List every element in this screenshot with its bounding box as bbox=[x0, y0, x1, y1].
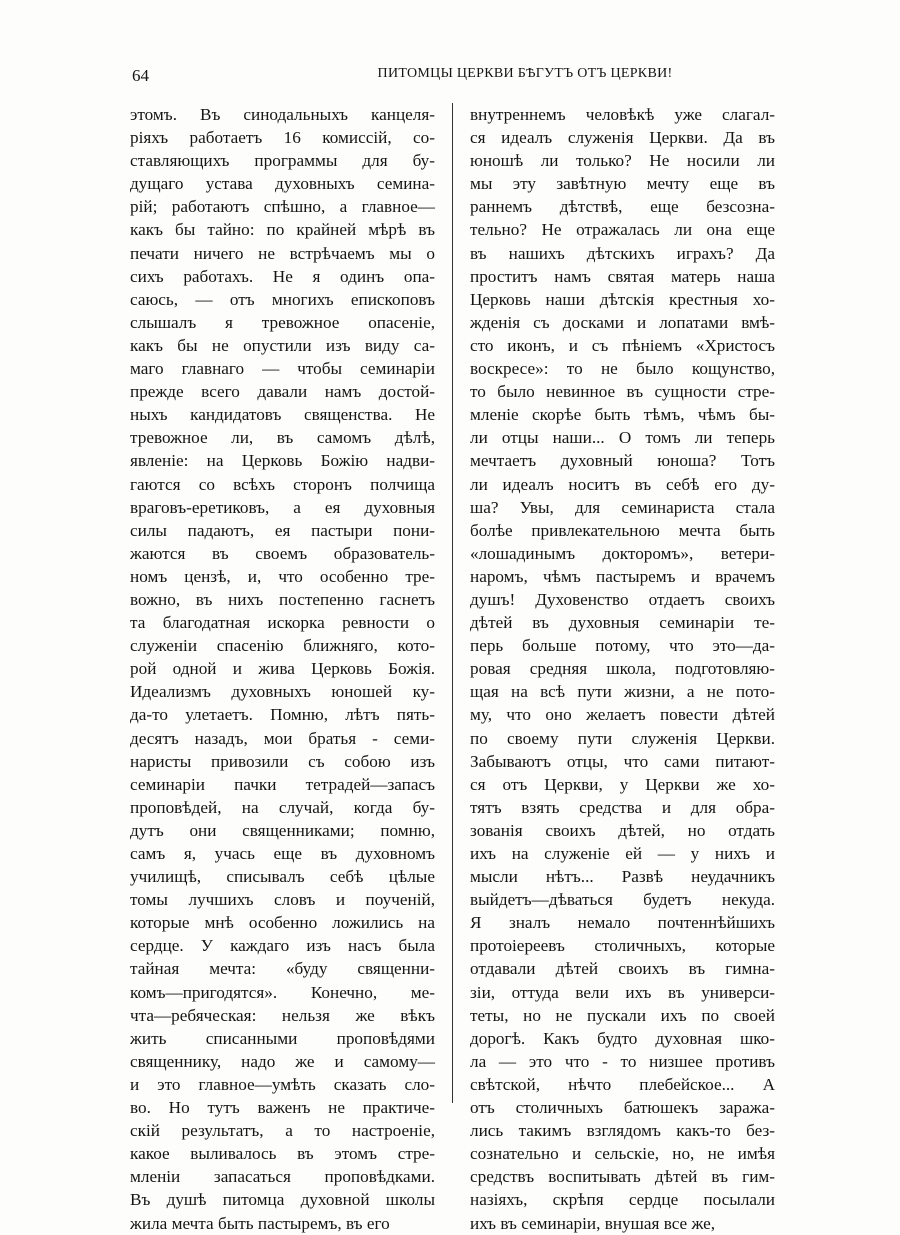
text-line: священнику, надо же и самому— bbox=[130, 1051, 435, 1071]
text-line: перь больше потому, что это—да- bbox=[470, 636, 775, 656]
text-line: ся идеалъ служенія Церкви. Да въ bbox=[470, 128, 775, 148]
text-line: отъ столичныхъ батюшекъ заража- bbox=[470, 1098, 775, 1118]
text-line: номъ цензѣ, и, что особенно тре- bbox=[130, 566, 435, 586]
text-line: выйдетъ—дѣваться будетъ некуда. bbox=[470, 890, 775, 910]
text-line: слышалъ я тревожное опасеніе, bbox=[130, 312, 435, 332]
text-line: тревожное ли, въ самомъ дѣлѣ, bbox=[130, 428, 435, 448]
text-line: явленіе: на Церковь Божію надви- bbox=[130, 451, 435, 471]
text-line: ихъ въ семинаріи, внушая все же, bbox=[470, 1213, 716, 1233]
text-line: скій результатъ, а то настроеніе, bbox=[130, 1121, 435, 1141]
text-line: тайная мечта: «буду священни- bbox=[130, 959, 435, 979]
text-line: наромъ, чѣмъ пастыремъ и врачемъ bbox=[470, 566, 775, 586]
text-line: зіи, оттуда вели ихъ въ универси- bbox=[470, 982, 775, 1002]
text-line: служеніи спасенію ближняго, кото- bbox=[130, 636, 435, 656]
text-line: и это главное—умѣть сказать сло- bbox=[130, 1074, 435, 1094]
text-line: средствъ воспитывать дѣтей въ гим- bbox=[470, 1167, 775, 1187]
text-line: отдавали дѣтей своихъ въ гимна- bbox=[470, 959, 775, 979]
text-line: щая на всѣ пути жизни, а не пото- bbox=[470, 682, 775, 702]
text-line: томы лучшихъ словъ и поученій, bbox=[130, 890, 435, 910]
text-line: Забываютъ отцы, что сами питают- bbox=[470, 751, 775, 771]
text-line: ся отъ Церкви, у Церкви же хо- bbox=[470, 774, 775, 794]
text-line: юношѣ ли только? Не носили ли bbox=[470, 151, 775, 171]
right-column bbox=[470, 103, 775, 1235]
text-line: жить списанными проповѣдями bbox=[130, 1028, 435, 1048]
text-line: мленіи запасаться проповѣдками. bbox=[130, 1167, 435, 1187]
text-line: рій; работаютъ спѣшно, а главное— bbox=[130, 197, 435, 217]
text-line: сто иконъ, и съ пѣніемъ «Христосъ bbox=[470, 335, 775, 355]
text-line: внутреннемъ человѣкѣ уже слагал- bbox=[470, 105, 775, 124]
text-line: жила мечта быть пастыремъ, въ его bbox=[130, 1213, 390, 1233]
text-line: какъ бы не опустили изъ виду са- bbox=[130, 335, 435, 355]
text-line: комъ—пригодятся». Конечно, ме- bbox=[130, 982, 435, 1002]
text-line: училищѣ, списывалъ себѣ цѣлые bbox=[130, 867, 435, 887]
text-line: протоіереевъ столичныхъ, которые bbox=[470, 936, 775, 956]
text-line: ша? Увы, для семинариста стала bbox=[470, 497, 775, 517]
text-line: раннемъ дѣтствѣ, еще безсозна- bbox=[470, 197, 775, 217]
text-line: какъ бы тайно: по крайней мѣрѣ въ bbox=[130, 220, 435, 240]
text-line: назіяхъ, скрѣпя сердце посылали bbox=[470, 1190, 775, 1210]
left-column bbox=[130, 103, 435, 1235]
text-line: печати ничего не встрѣчаемъ мы о bbox=[130, 243, 435, 263]
text-line: какое выливалось въ этомъ стре- bbox=[130, 1144, 435, 1164]
text-line: сердце. У каждаго изъ насъ была bbox=[130, 936, 435, 956]
text-line: сихъ работахъ. Не я одинъ опа- bbox=[130, 266, 435, 286]
text-line: жаются въ своемъ образователь- bbox=[130, 543, 435, 563]
text-line: тельно? Не отражалась ли она еще bbox=[470, 220, 775, 240]
text-line: Церковь наши дѣтскія крестныя хо- bbox=[470, 289, 775, 309]
text-line: дорогѣ. Какъ будто духовная шко- bbox=[470, 1028, 775, 1048]
text-line: свѣтской, нѣчто плебейское... А bbox=[470, 1074, 775, 1094]
text-line: семинаріи пачки тетрадей—запасъ bbox=[130, 774, 435, 794]
text-line: лись такимъ взглядомъ какъ-то без- bbox=[470, 1121, 775, 1141]
text-line: му, что оно желаетъ повести дѣтей bbox=[470, 705, 775, 725]
column-divider bbox=[452, 103, 453, 1103]
page-header bbox=[130, 66, 770, 88]
text-line: проститъ намъ святая матерь наша bbox=[470, 266, 775, 286]
text-line: Идеализмъ духовныхъ юношей ку- bbox=[130, 682, 435, 702]
text-line: наристы привозили съ собою изъ bbox=[130, 751, 435, 771]
text-line: ли идеалъ носитъ въ себѣ его ду- bbox=[470, 474, 775, 494]
text-line: прежде всего давали намъ достой- bbox=[130, 382, 435, 402]
text-line: дѣтей въ духовныя семинаріи те- bbox=[470, 613, 775, 633]
text-line: которые мнѣ особенно ложились на bbox=[130, 913, 435, 933]
text-line: вожно, въ нихъ постепенно гаснетъ bbox=[130, 589, 435, 609]
text-line: мысли нѣтъ... Развѣ неудачникъ bbox=[470, 867, 775, 887]
text-line: ла — это что - то низшее противъ bbox=[470, 1051, 775, 1071]
running-title: ПИТОМЦЫ ЦЕРКВИ БѢГУТЪ ОТЪ ЦЕРКВИ! bbox=[377, 66, 673, 81]
text-line: саюсь, — отъ многихъ епископовъ bbox=[130, 289, 435, 309]
text-line: ровая средняя школа, подготовляю- bbox=[470, 659, 775, 679]
text-line: тятъ взять средства и для обра- bbox=[470, 797, 775, 817]
text-line: теты, но не пускали ихъ по своей bbox=[470, 1005, 775, 1025]
text-line: десятъ назадъ, мои братья - семи- bbox=[130, 728, 435, 748]
text-line: мы эту завѣтную мечту еще въ bbox=[470, 174, 775, 194]
text-line: враговъ-еретиковъ, а ея духовныя bbox=[130, 497, 435, 517]
text-line: ставляющихъ программы для бу- bbox=[130, 151, 435, 171]
text-line: этомъ. Въ синодальныхъ канцеля- bbox=[130, 105, 435, 124]
text-line: въ нашихъ дѣтскихъ играхъ? Да bbox=[470, 243, 775, 263]
text-line: да-то улетаетъ. Помню, лѣтъ пять- bbox=[130, 705, 435, 725]
text-line: зованія своихъ дѣтей, но отдать bbox=[470, 820, 775, 840]
text-line: проповѣдей, на случай, когда бу- bbox=[130, 797, 435, 817]
text-line: во. Но тутъ важенъ не практиче- bbox=[130, 1098, 435, 1118]
text-line: гаются со всѣхъ сторонъ полчища bbox=[130, 474, 435, 494]
text-line: та благодатная искорка ревности о bbox=[130, 613, 435, 633]
text-line: Я зналъ немало почтеннѣйшихъ bbox=[470, 913, 775, 933]
text-line: ли отцы наши... О томъ ли теперь bbox=[470, 428, 775, 448]
text-line: ихъ на служеніе ей — у нихъ и bbox=[470, 844, 775, 863]
text-line: душъ! Духовенство отдаетъ своихъ bbox=[470, 589, 775, 609]
text-line: ріяхъ работаетъ 16 комиссій, со- bbox=[130, 128, 435, 148]
page-number: 64 bbox=[132, 66, 149, 85]
text-line: чта—ребяческая: нельзя же вѣкъ bbox=[130, 1005, 435, 1025]
text-line: дущаго устава духовныхъ семина- bbox=[130, 174, 435, 194]
text-line: рой одной и жива Церковь Божія. bbox=[130, 659, 435, 679]
text-line: мленіе скорѣе быть тѣмъ, чѣмъ бы- bbox=[470, 405, 775, 425]
text-line: по своему пути служенія Церкви. bbox=[470, 728, 775, 748]
text-line: силы падаютъ, ея пастыри пони- bbox=[130, 520, 435, 540]
text-line: жденія съ досками и лопатами вмѣ- bbox=[470, 312, 775, 332]
text-line: «лошадинымъ докторомъ», ветери- bbox=[470, 543, 775, 563]
text-line: мечтаетъ духовный юноша? Тотъ bbox=[470, 451, 775, 471]
text-line: воскресе»: то не было кощунство, bbox=[470, 359, 775, 379]
text-line: болѣе привлекательною мечта быть bbox=[470, 520, 775, 540]
text-line: ныхъ кандидатовъ священства. Не bbox=[130, 405, 435, 425]
text-line: самъ я, учась еще въ духовномъ bbox=[130, 844, 435, 863]
text-line: то было невинное въ сущности стре- bbox=[470, 382, 775, 402]
text-line: маго главнаго — чтобы семинаріи bbox=[130, 359, 435, 379]
text-line: сознательно и сельскіе, но, не имѣя bbox=[470, 1144, 775, 1164]
text-line: Въ душѣ питомца духовной школы bbox=[130, 1190, 435, 1210]
text-line: дутъ они священниками; помню, bbox=[130, 820, 435, 840]
text-columns bbox=[130, 103, 775, 1233]
